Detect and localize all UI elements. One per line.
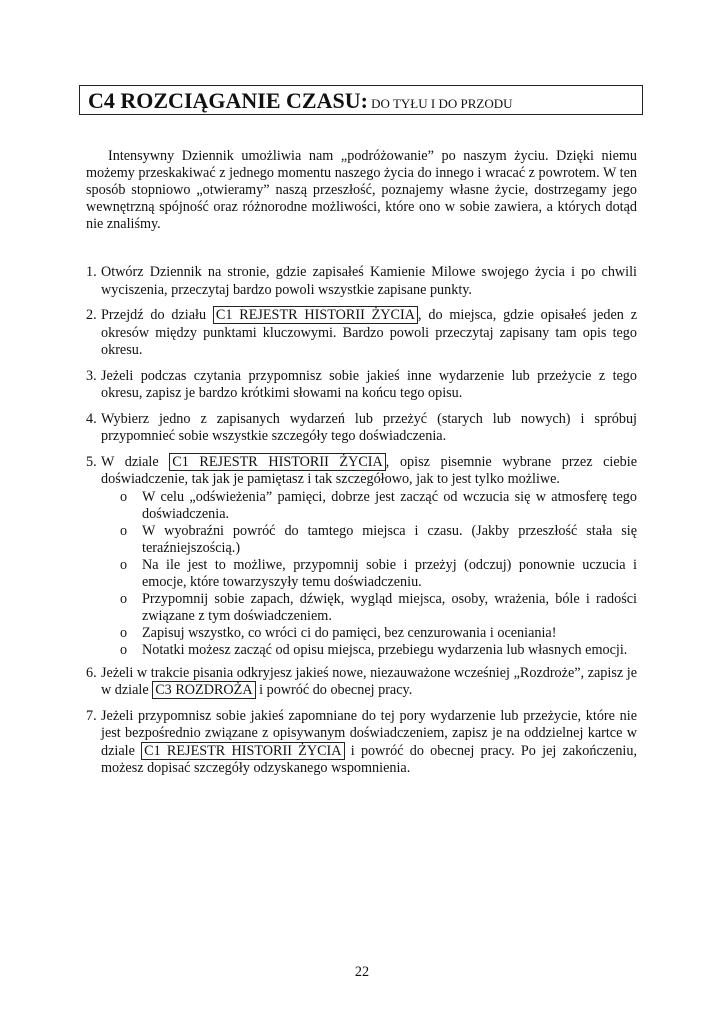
section-reference: C3 ROZDROŻA (152, 681, 255, 699)
intro-paragraph: Intensywny Dziennik umożliwia nam „podróżowanie” po naszym życiu. Dzięki niemu możemy przeskakiwać z jednego momentu naszego życia do innego i wracać z powrotem. W ten sposób stopniowo „otwieramy” naszą przeszłość, poznajemy własne życie, dostrzegamy jego wewnętrzną spójność oraz różnorodne możliwości, które ono w sobie zawiera, a których dotąd nie znaliśmy. (86, 148, 637, 232)
bullet-item (101, 523, 637, 557)
step-3 (86, 368, 637, 403)
step-number: 2. (86, 307, 97, 323)
step-text: Jeżeli w trakcie pisania odkryjesz jakieś nowe, niezauważone wcześniej „Rozdroże”, zapisz je w dziale (101, 664, 637, 698)
step-text: , do miejsca, gdzie opisałeś jeden z okresów między punktami kluczowymi. Bardzo powoli przeczytaj zapisany tam opis tego okresu. (101, 307, 637, 358)
step-text: Jeżeli przypomnisz sobie jakieś zapomniane do tej pory wydarzenie lub przeżycie, które nie jest bezpośrednio związane z opisywanym doświadczeniem, zapisz je na oddzielnej kartce w dziale (101, 707, 637, 759)
step-text: i powróć do obecnej pracy. Po jej zakończeniu, możesz dopisać szczegóły odzyskanego wspomnienia. (101, 742, 638, 776)
step-6 (86, 665, 637, 700)
steps-list (86, 264, 637, 786)
step-number: 7. (86, 707, 97, 724)
step-text: Jeżeli podczas czytania przypomnisz sobie jakieś inne wydarzenie lub przeżycie z tego okresu, zapisz je bardzo krótkimi słowami na końcu tego opisu. (101, 367, 637, 401)
step-text: Wybierz jedno z zapisanych wydarzeń lub przeżyć (starych lub nowych) i spróbuj przypomnieć sobie wszystkie szczegóły tego doświadczenia. (101, 410, 637, 444)
step-5-bullets (101, 489, 637, 659)
step-number: 6. (86, 664, 97, 681)
bullet-text: Notatki możesz zacząć od opisu miejsca, przebiegu wydarzenia lub własnych emocji. (142, 641, 628, 658)
bullet-marker: o (120, 556, 128, 573)
bullet-text: Zapisuj wszystko, co wróci ci do pamięci, bez cenzurowania i oceniania! (142, 624, 557, 641)
step-number: 4. (86, 410, 97, 427)
step-text: W dziale (101, 453, 170, 470)
section-title-box (79, 85, 643, 115)
step-text: Przejdź do działu (101, 307, 213, 323)
bullet-item (101, 625, 637, 642)
step-number: 1. (86, 264, 97, 280)
page-number: 22 (354, 964, 370, 980)
section-reference: C1 REJESTR HISTORII ŻYCIA (169, 453, 386, 471)
bullet-item (101, 489, 637, 523)
bullet-marker: o (120, 522, 128, 539)
step-5 (86, 454, 637, 659)
bullet-text: W celu „odświeżenia” pamięci, dobrze jest zacząć od wczucia się w atmosferę tego doświadczenia. (142, 488, 637, 522)
bullet-item (101, 642, 637, 659)
bullet-marker: o (120, 590, 128, 607)
bullet-item (101, 557, 637, 591)
step-2 (86, 307, 637, 360)
section-title: C4 ROZCIĄGANIE CZASU: (88, 88, 368, 113)
bullet-text: Na ile jest to możliwe, przypomnij sobie i przeżyj (odczuj) ponownie uczucia i emocje, które towarzyszyły temu doświadczeniu. (142, 556, 637, 590)
step-4 (86, 411, 637, 446)
step-text: Otwórz Dziennik na stronie, gdzie zapisałeś Kamienie Milowe swojego życia i po chwili wyciszenia, przeczytaj bardzo powoli wszystkie zapisane punkty. (101, 264, 637, 298)
bullet-marker: o (120, 488, 128, 505)
step-number: 3. (86, 367, 97, 384)
bullet-text: W wyobraźni powróć do tamtego miejsca i czasu. (Jakby przeszłość stała się teraźniejszością.) (142, 522, 637, 556)
step-text: , opisz pisemnie wybrane przez ciebie doświadczenie, tak jak je pamiętasz i tak szczegółowo, jak to jest tylko możliwe. (101, 453, 638, 487)
bullet-marker: o (120, 641, 128, 658)
step-1 (86, 264, 637, 299)
bullet-marker: o (120, 624, 128, 641)
bullet-text: Przypomnij sobie zapach, dźwięk, wygląd miejsca, osoby, wrażenia, bóle i radości związane z tym doświadczeniem. (142, 590, 637, 624)
section-reference: C1 REJESTR HISTORII ŻYCIA (213, 306, 418, 324)
section-subtitle: DO TYŁU I DO PRZODU (367, 96, 513, 111)
step-7 (86, 708, 637, 778)
step-number: 5. (86, 453, 97, 470)
step-text: i powróć do obecnej pracy. (255, 682, 413, 698)
bullet-item (101, 591, 637, 625)
section-reference: C1 REJESTR HISTORII ŻYCIA (141, 742, 344, 760)
